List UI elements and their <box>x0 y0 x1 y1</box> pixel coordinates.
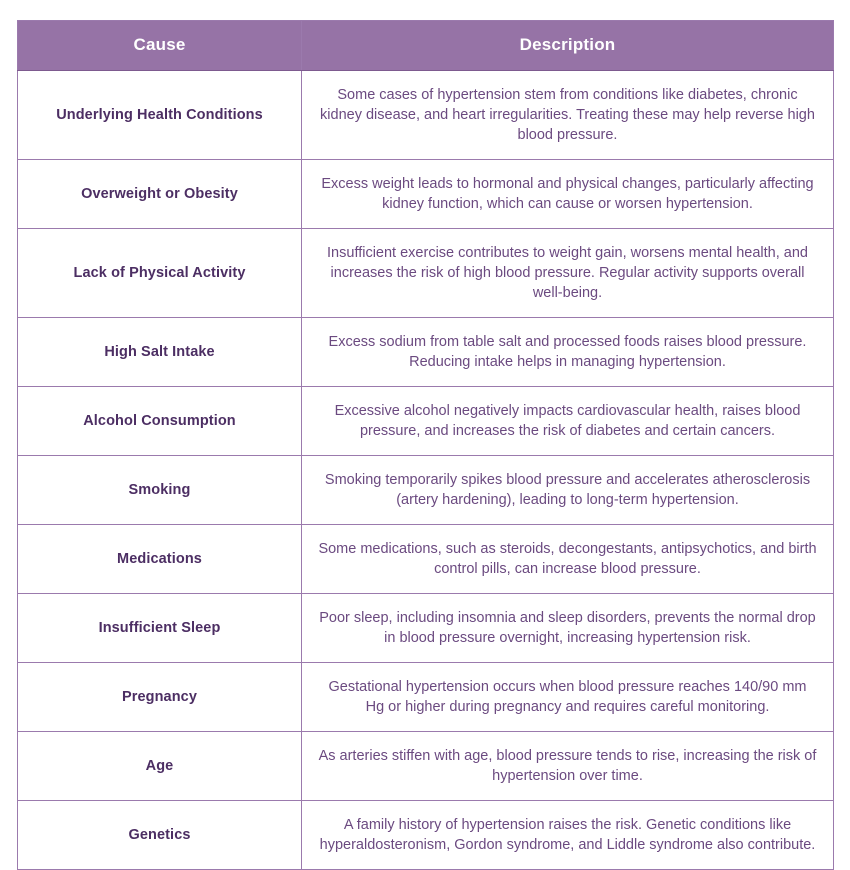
cause-cell: Underlying Health Conditions <box>18 71 302 160</box>
description-cell: Smoking temporarily spikes blood pressure and accelerates atherosclerosis (artery hardening), leading to long-term hypertension. <box>302 456 834 525</box>
table-body <box>18 71 834 870</box>
column-header-cause: Cause <box>18 21 302 71</box>
cause-cell: Medications <box>18 525 302 594</box>
table-row <box>18 663 834 732</box>
table-header <box>18 21 834 71</box>
table-row <box>18 71 834 160</box>
description-cell: Excess weight leads to hormonal and physical changes, particularly affecting kidney function, which can cause or worsen hypertension. <box>302 160 834 229</box>
cause-cell: Age <box>18 732 302 801</box>
description-cell: Some medications, such as steroids, decongestants, antipsychotics, and birth control pills, can increase blood pressure. <box>302 525 834 594</box>
description-cell: Insufficient exercise contributes to weight gain, worsens mental health, and increases the risk of high blood pressure. Regular activity supports overall well-being. <box>302 229 834 318</box>
description-cell: Gestational hypertension occurs when blood pressure reaches 140/90 mm Hg or higher during pregnancy and requires careful monitoring. <box>302 663 834 732</box>
table-row <box>18 525 834 594</box>
cause-cell: Alcohol Consumption <box>18 387 302 456</box>
column-header-description: Description <box>302 21 834 71</box>
table-row <box>18 801 834 870</box>
table-row <box>18 732 834 801</box>
description-cell: Poor sleep, including insomnia and sleep disorders, prevents the normal drop in blood pressure overnight, increasing hypertension risk. <box>302 594 834 663</box>
table-row <box>18 160 834 229</box>
cause-cell: High Salt Intake <box>18 318 302 387</box>
causes-table <box>17 20 834 870</box>
table-row <box>18 594 834 663</box>
table-row <box>18 387 834 456</box>
cause-cell: Insufficient Sleep <box>18 594 302 663</box>
cause-cell: Pregnancy <box>18 663 302 732</box>
description-cell: Excessive alcohol negatively impacts cardiovascular health, raises blood pressure, and increases the risk of diabetes and certain cancers. <box>302 387 834 456</box>
cause-cell: Overweight or Obesity <box>18 160 302 229</box>
cause-cell: Genetics <box>18 801 302 870</box>
description-cell: As arteries stiffen with age, blood pressure tends to rise, increasing the risk of hypertension over time. <box>302 732 834 801</box>
table-row <box>18 318 834 387</box>
table-row <box>18 456 834 525</box>
cause-cell: Smoking <box>18 456 302 525</box>
cause-cell: Lack of Physical Activity <box>18 229 302 318</box>
table-row <box>18 229 834 318</box>
description-cell: Some cases of hypertension stem from conditions like diabetes, chronic kidney disease, and heart irregularities. Treating these may help reverse high blood pressure. <box>302 71 834 160</box>
table-header-row <box>18 21 834 71</box>
description-cell: A family history of hypertension raises the risk. Genetic conditions like hyperaldosteronism, Gordon syndrome, and Liddle syndrome also contribute. <box>302 801 834 870</box>
description-cell: Excess sodium from table salt and processed foods raises blood pressure. Reducing intake helps in managing hypertension. <box>302 318 834 387</box>
